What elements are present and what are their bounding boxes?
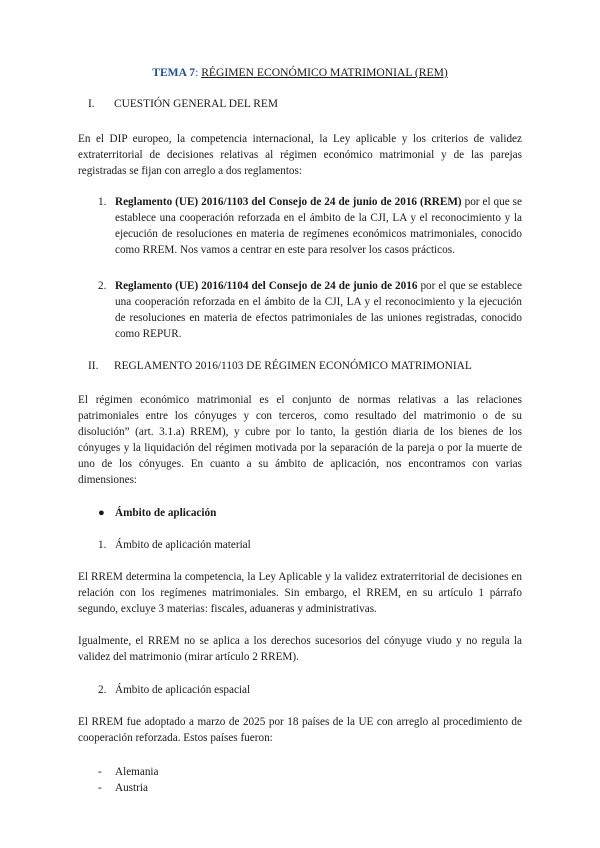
- regulation-item-2-title: Reglamento (UE) 2016/1104 del Consejo de 24 de junio de 2016: [115, 280, 418, 292]
- topic-number: TEMA 7: [152, 66, 196, 79]
- scope-bullet-label: Ámbito de aplicación: [115, 507, 217, 519]
- section-2-roman: II.: [88, 360, 99, 372]
- country-name: Alemania: [115, 766, 159, 778]
- regulation-item-1-number: 1.: [98, 196, 107, 208]
- subsection-2-label: Ámbito de aplicación espacial: [115, 684, 251, 696]
- material-scope-paragraph-1: El RREM determina la competencia, la Ley Aplicable y la validez extraterritorial de decisiones en relación con los regímenes matrimoniales. Sin embargo, el RREM, en su artículo 1 párrafo segundo, excluye 3 materias: fiscales, aduaneras y administrativas.: [78, 571, 522, 615]
- section-1-intro: En el DIP europeo, la competencia internacional, la Ley aplicable y los criterios de validez extraterritorial de decisiones relativas al régimen económico matrimonial y de las parejas registradas se fijan con arreglo a dos reglamentos:: [78, 133, 522, 177]
- regulation-item-2-number: 2.: [98, 280, 107, 292]
- regulation-item-1-text: por el que se establece una cooperación reforzada en el ámbito de la CJI, LA y el reconocimiento y la ejecución de resoluciones en materia de regímenes económicos matrimoniales, conocido como RREM. Nos vamos a centrar en este para resolver los casos prácticos.: [115, 196, 522, 256]
- subsection-1-number: 1.: [98, 539, 107, 551]
- regulation-item-1-title: Reglamento (UE) 2016/1103 del Consejo de 24 de junio de 2016 (RREM): [115, 196, 462, 208]
- spatial-scope-paragraph: El RREM fue adoptado a marzo de 2025 por 18 países de la UE con arreglo al procedimiento de cooperación reforzada. Estos países fueron:: [78, 716, 522, 744]
- subsection-1-heading: [98, 537, 251, 553]
- regulation-item-2: [98, 278, 522, 342]
- section-1-heading: [88, 96, 528, 112]
- section-2-title: REGLAMENTO 2016/1103 DE RÉGIMEN ECONÓMICO MATRIMONIAL: [114, 360, 472, 372]
- document-title: [0, 65, 600, 81]
- section-1-title: CUESTIÓN GENERAL DEL REM: [114, 98, 278, 110]
- country-name: Austria: [115, 782, 148, 794]
- bullet-dot-icon: ●: [98, 507, 105, 519]
- subsection-1-label: Ámbito de aplicación material: [115, 539, 251, 551]
- country-list-item: [98, 780, 148, 796]
- section-1-roman: I.: [88, 98, 95, 110]
- topic-name: RÉGIMEN ECONÓMICO MATRIMONIAL (REM): [201, 66, 448, 79]
- section-2-paragraph: El régimen económico matrimonial es el conjunto de normas relativas a las relaciones patrimoniales entre los cónyuges y con terceros, como resultado del matrimonio o de su disolución” (art. 3.1.a) RREM), y cubre por lo tanto, la gestión diaria de los bienes de los cónyuges y la liquidación del régimen motivada por la separación de la pareja o por la muerte de uno de los cónyuges. En cuanto a su ámbito de aplicación, nos encontramos con varias dimensiones:: [78, 394, 522, 486]
- material-scope-paragraph-2: Igualmente, el RREM no se aplica a los derechos sucesorios del cónyuge viudo y no regula la validez del matrimonio (mirar artículo 2 RREM).: [78, 635, 522, 663]
- dash-marker: -: [98, 766, 102, 778]
- regulation-item-1: [98, 194, 522, 258]
- scope-bullet: [98, 505, 216, 521]
- subsection-2-heading: [98, 682, 250, 698]
- regulation-item-2-text: por el que se establece una cooperación reforzada en el ámbito de la CJI, LA y el reconocimiento y la ejecución de resoluciones en materia de efectos patrimoniales de las uniones registradas, conocido como REPUR.: [115, 280, 522, 340]
- country-list-item: [98, 764, 159, 780]
- subsection-2-number: 2.: [98, 684, 107, 696]
- dash-marker: -: [98, 782, 102, 794]
- title-separator: :: [195, 66, 199, 79]
- section-2-heading: [88, 358, 528, 374]
